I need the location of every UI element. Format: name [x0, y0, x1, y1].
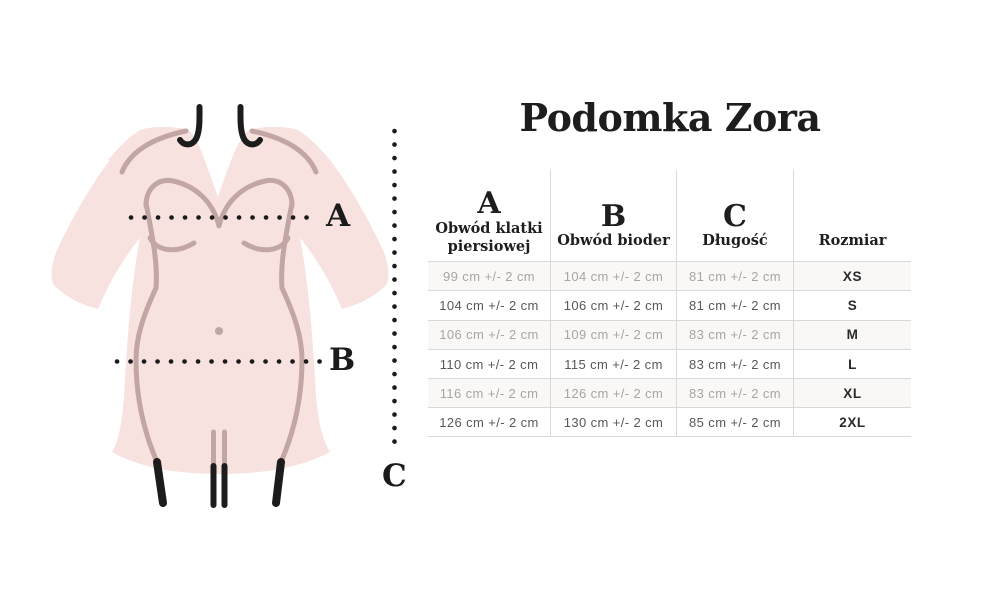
- table-row: [428, 261, 911, 290]
- cell-size: XL: [843, 385, 862, 401]
- cell-chest: 104 cm +/- 2 cm: [428, 291, 551, 319]
- cell-length: 83 cm +/- 2 cm: [677, 350, 794, 378]
- cell-hips: 115 cm +/- 2 cm: [551, 350, 677, 378]
- right-leg-line: [276, 462, 281, 503]
- column-label: Rozmiar: [818, 232, 887, 250]
- cell-chest: 106 cm +/- 2 cm: [428, 321, 551, 349]
- column-label: Długość: [702, 232, 768, 250]
- cell-chest: 110 cm +/- 2 cm: [428, 350, 551, 378]
- cell-chest: 99 cm +/- 2 cm: [428, 262, 551, 290]
- table-row: [428, 290, 911, 319]
- cell-length: 81 cm +/- 2 cm: [677, 291, 794, 319]
- cell-hips: 106 cm +/- 2 cm: [551, 291, 677, 319]
- column-label: Obwód bioder: [557, 232, 670, 250]
- robe-silhouette: [52, 127, 389, 474]
- column-letter: B: [600, 198, 627, 234]
- cell-hips: 104 cm +/- 2 cm: [551, 262, 677, 290]
- cell-hips: 126 cm +/- 2 cm: [551, 379, 677, 407]
- cell-size: L: [848, 356, 857, 372]
- cell-hips: 109 cm +/- 2 cm: [551, 321, 677, 349]
- column-header-length: [677, 170, 794, 261]
- measure-label-b: B: [329, 342, 356, 378]
- table-row: [428, 407, 911, 436]
- column-header-size: [794, 170, 911, 261]
- table-row: [428, 378, 911, 407]
- table-row: [428, 349, 911, 378]
- measure-label-a: A: [326, 198, 351, 234]
- garment-diagram: [0, 0, 440, 600]
- size-table: [428, 170, 911, 437]
- page-title: Podomka Zora: [519, 95, 821, 140]
- cell-length: 81 cm +/- 2 cm: [677, 262, 794, 290]
- cell-length: 83 cm +/- 2 cm: [677, 379, 794, 407]
- cell-size: 2XL: [839, 414, 866, 430]
- cell-chest: 116 cm +/- 2 cm: [428, 379, 551, 407]
- cell-length: 85 cm +/- 2 cm: [677, 408, 794, 435]
- navel-dot: [215, 327, 223, 335]
- column-letter: C: [723, 198, 747, 234]
- column-header-hips: [551, 170, 677, 261]
- cell-size: M: [846, 327, 859, 343]
- cell-size: S: [847, 297, 858, 313]
- cell-size: XS: [842, 268, 863, 284]
- size-table-header: [428, 170, 911, 261]
- column-label: Obwód klatki piersiowej: [435, 219, 543, 256]
- column-letter: A: [477, 186, 501, 222]
- cell-length: 83 cm +/- 2 cm: [677, 321, 794, 349]
- column-header-chest: [428, 170, 551, 261]
- cell-hips: 130 cm +/- 2 cm: [551, 408, 677, 435]
- cell-chest: 126 cm +/- 2 cm: [428, 408, 551, 435]
- table-row: [428, 320, 911, 349]
- measure-label-c: C: [382, 458, 407, 494]
